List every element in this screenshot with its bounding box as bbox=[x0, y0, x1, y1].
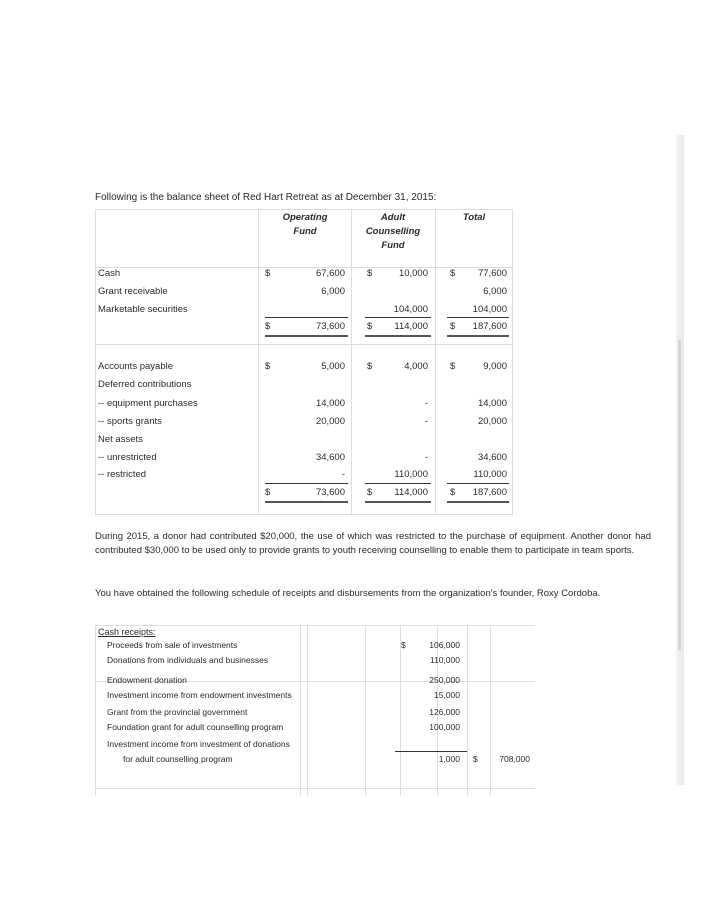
header-operating-fund: Operating Fund bbox=[282, 212, 328, 237]
cash-receipts-heading: Cash receipts: bbox=[98, 627, 156, 637]
cash-receipts-table: Cash receipts: Proceeds from sale of investments $ 106,000 Donations from individuals and businesses 110,000 Endowment donation 250,000 Investment income from endowment investments 15,000 Grant from the provincial government 126,000 Foundation grant for adult counselling program 100,000 Investment income from investment of donations for adult counselling program 1,000 $ 708,000 bbox=[95, 625, 535, 795]
scrollbar-shadow bbox=[678, 340, 681, 650]
paragraph-schedule-intro: You have obtained the following schedule of receipts and disbursements from the organization's founder, Roxy Cordoba. bbox=[95, 588, 601, 599]
balance-sheet: Operating Fund Adult Counselling Fund Total Cash $ 67,600 $ 10,000 $ 77,600 Grant receivable 6,000 6,000 Marketable securities 104,000 104,000 $ 73,600 $ 114,000 $ 187,600 Accounts payable $ 5,000 $ 4,000 $ 9,000 Deferred contributions -- equipment purchases 14,000 - 14,000 -- sports grants 20,000 - 20,000 Net assets -- unrestricted 34,600 - 34,600 -- restricted - 110,000 110,000 $ 73,600 $ 114,000 $ 187,600 bbox=[95, 209, 513, 515]
header-total: Total bbox=[462, 212, 486, 223]
intro-text: Following is the balance sheet of Red Hart Retreat as at December 31, 2015: bbox=[95, 192, 437, 203]
paragraph-donor-contributions: During 2015, a donor had contributed $20,000, the use of which was restricted to the purchase of equipment. Another donor had contributed $30,000 to be used only to provide grants to youth receiving counselling to enable them to participate in team sports. bbox=[95, 531, 651, 556]
receipts-total: 708,000 bbox=[499, 754, 530, 764]
header-adult-counselling-fund: Adult Counselling Fund bbox=[365, 212, 421, 251]
page-edge-shadow bbox=[676, 135, 684, 785]
receipts-total-dollar: $ bbox=[473, 754, 478, 764]
